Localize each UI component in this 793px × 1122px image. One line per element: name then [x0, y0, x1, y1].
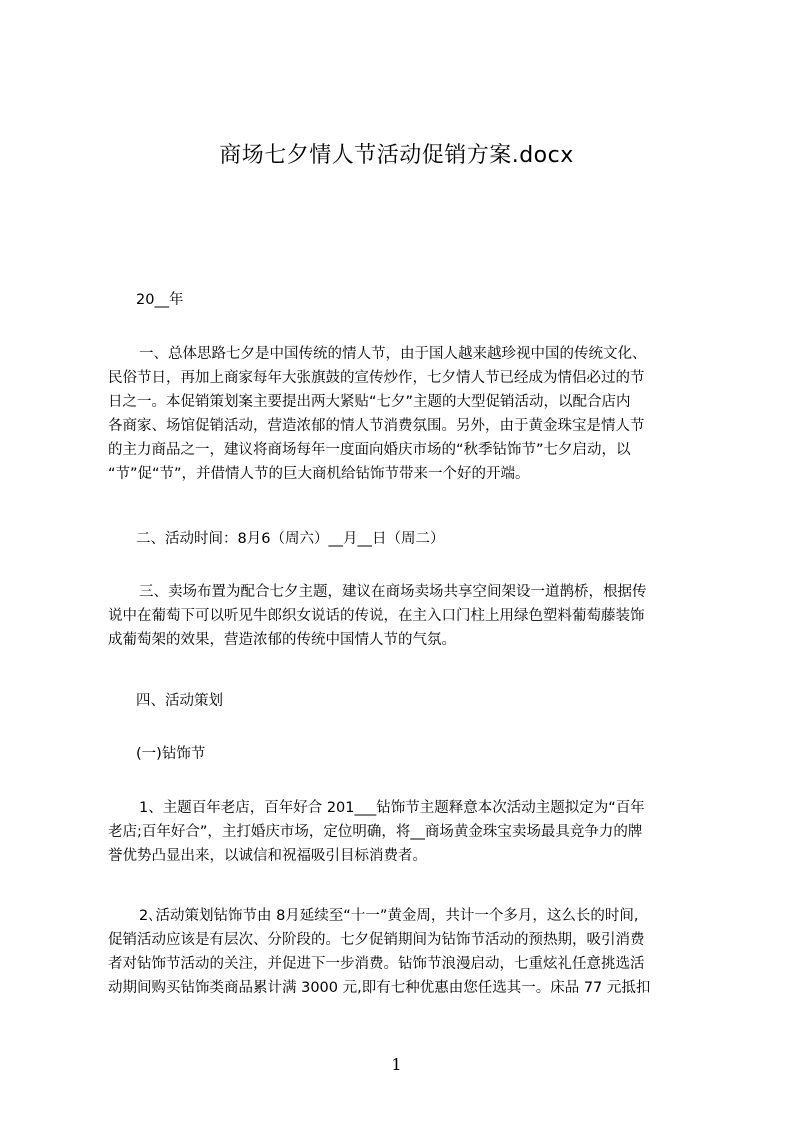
section-1-paragraph [108, 342, 700, 486]
paragraph-line: 各商家、场馆促销活动，营造浓郁的情人节消费氛围。另外，由于黄金珠宝是情人节 [108, 418, 645, 434]
paragraph-line: 二、活动时间：8月6（周六）__月__日（周二） [136, 531, 445, 547]
section-2-paragraph [108, 527, 700, 551]
paragraph-line: 日之一。本促销策划案主要提出两大紧贴“七夕”主题的大型促销活动，以配合店内 [108, 394, 631, 410]
paragraph-line: 2､活动策划钻饰节由 8月延续至“十一”黄金周，共计一个多月，这么长的时间, [139, 908, 639, 924]
paragraph-line: (一)钻饰节 [136, 746, 206, 762]
paragraph-line: 老店;百年好合”，主打婚庆市场，定位明确，将__商场黄金珠宝卖场最具竞争力的牌 [108, 824, 643, 840]
paragraph-line: 促销活动应该是有层次、分阶段的。七夕促销期间为钻饰节活动的预热期，吸引消费 [108, 932, 645, 948]
item-2-paragraph [108, 904, 700, 1000]
paragraph-line: 一、总体思路七夕是中国传统的情人节，由于国人越来越珍视中国的传统文化、 [139, 346, 647, 362]
section-4-heading [108, 689, 700, 713]
subsection-1-heading [108, 742, 700, 766]
paragraph-line: 四、活动策划 [136, 693, 223, 709]
paragraph-line: 动期间购买钻饰类商品累计满 3000 元,即有七种优惠由您任选其一。床品 77 元抵扣 [108, 980, 651, 996]
paragraph-line: 民俗节日，再加上商家每年大张旗鼓的宣传炒作，七夕情人节已经成为情侣必过的节 [108, 370, 645, 386]
paragraph-line: 说中在葡萄下可以听见牛郎织女说话的传说，在主入口门柱上用绿色塑料葡萄藤装饰 [108, 608, 645, 624]
document-title: 商场七夕情人节活动促销方案.docx [219, 143, 574, 168]
section-3-paragraph [108, 580, 700, 652]
paragraph-line: 者对钻饰节活动的关注，并促进下一步消费。钻饰节浪漫启动，七重炫礼任意挑选活 [108, 956, 645, 972]
page-number: 1 [391, 1055, 402, 1074]
item-1-paragraph [108, 796, 700, 868]
paragraph-line: 成葡萄架的效果，营造浓郁的传统中国情人节的气氛。 [108, 632, 456, 648]
paragraph-line: 的主力商品之一，建议将商场每年一度面向婚庆市场的“秋季钻饰节”七夕启动，以 [108, 442, 631, 458]
paragraph-line: 20__年 [136, 292, 184, 308]
paragraph-line: 三、卖场布置为配合七夕主题，建议在商场卖场共享空间架设一道鹊桥，根据传 [139, 584, 647, 600]
year-line [108, 288, 700, 312]
paragraph-line: 誉优势凸显出来，以诚信和祝福吸引目标消费者。 [108, 848, 427, 864]
paragraph-line: 1、主题百年老店，百年好合 201___钻饰节主题释意本次活动主题拟定为“百年 [139, 800, 645, 816]
paragraph-line: “节”促“节”，并借情人节的巨大商机给钻饰节带来一个好的开端。 [108, 466, 530, 482]
